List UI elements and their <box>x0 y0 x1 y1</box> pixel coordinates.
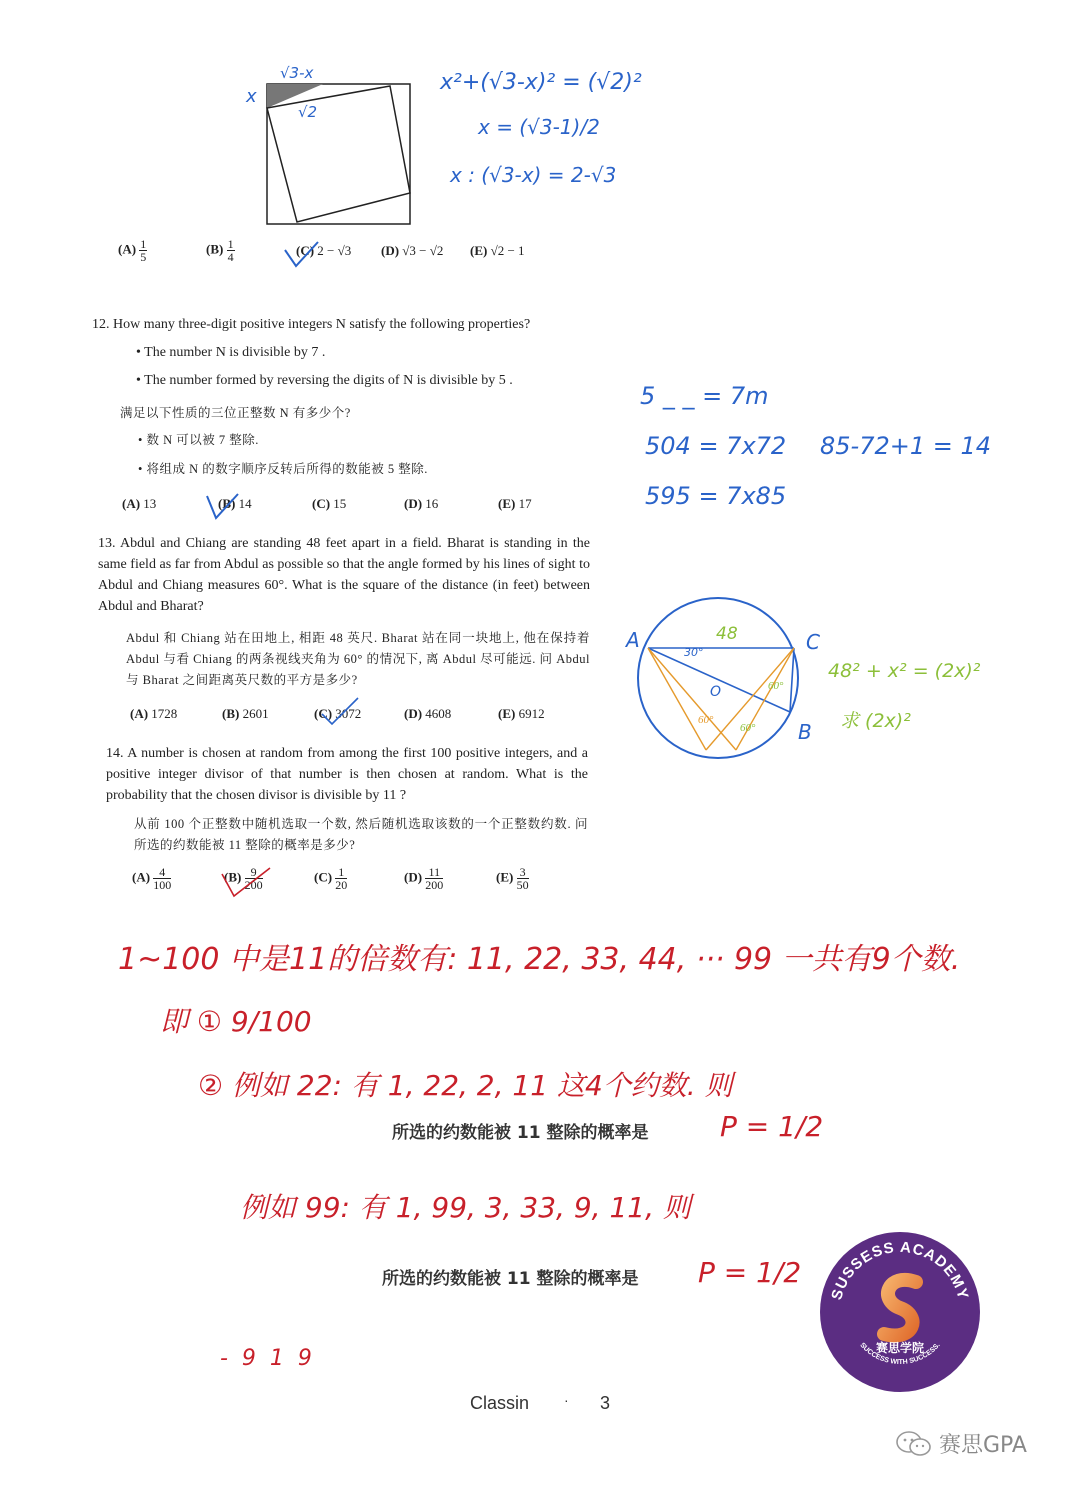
q13-label-48: 48 <box>716 624 738 644</box>
q14-question-zh: 从前 100 个正整数中随机选取一个数, 然后随机选取该数的一个正整数约数. 问所选的约数能被 11 整除的概率是多少? <box>134 817 588 852</box>
q12-bullet-zh-2: • 将组成 N 的数字顺序反转后所得的数能被 5 整除. <box>138 462 428 476</box>
q14-check-mark <box>220 866 272 900</box>
q14-question: 14. A number is chosen at random from among the first 100 positive integers, and a positive integer divisor of that number is then chosen at random. What is the probability that the chosen divisor is divisible by 11 ? <box>106 746 588 803</box>
notes-line-2: 即 ① 9/100 <box>160 1005 312 1038</box>
q13-work-line2: 求 (2x)² <box>840 710 911 732</box>
q12-choice-e[interactable]: (E) 17 <box>498 496 532 511</box>
q11-work-line2: x = (√3-1)/2 <box>478 115 600 139</box>
badge-top-text: SUSSESS ACADEMY <box>828 1238 972 1302</box>
q13-question: 13. Abdul and Chiang are standing 48 feet apart in a field. Bharat is standing in the same field as far from Abdul as possible so that the angle formed by his lines of sight to Abdul and Chiang measures 60°. What is the square of the distance (in feet) between Abdul and Bharat? <box>98 536 590 614</box>
q13-choice-c[interactable]: (C) 3072 <box>314 706 362 721</box>
notes-line-3: ② 例如 22: 有 1, 22, 2, 11 这4个约数. 则 <box>198 1069 733 1102</box>
q13-choice-b[interactable]: (B) 2601 <box>222 706 269 721</box>
q13-label-o: O <box>710 684 722 700</box>
q13-label-c: C <box>806 630 820 654</box>
q11-square-figure <box>240 60 430 230</box>
watermark-text: 赛思GPA <box>939 1433 1027 1458</box>
q12-work-line2: 504 = 7x72 <box>645 432 787 460</box>
badge-bottom-text: SUCCESS WITH SUCCESS. <box>858 1341 942 1367</box>
q12-work-line3: 595 = 7x85 <box>645 482 787 510</box>
notes-hand-line-4: P = 1/2 <box>720 1110 824 1143</box>
q13-choice-e[interactable]: (E) 6912 <box>498 706 545 721</box>
q11-choice-a[interactable]: (A) $\frac{1}{5}$ <box>118 237 147 264</box>
footer-app-name: Classin <box>470 1393 530 1413</box>
q12-work-line4: 85-72+1 = 14 <box>820 432 992 460</box>
q11-label-x: x <box>246 86 257 107</box>
q13-question-zh: Abdul 和 Chiang 站在田地上, 相距 48 英尺. Bharat 站在同一块地上, 他在保持着 Abdul 与看 Chiang 的两条视线夹角为 60° 的情况下, 离 Abdul 尽可能远. 问 Abdul 与 Bharat 之间距离英尺数的平方是多少? <box>126 631 590 687</box>
q14-choice-e[interactable]: (E) $\frac{3}{50}$ <box>496 865 529 892</box>
notes-line-1: 1~100 中是11的倍数有: 11, 22, 33, 44, ··· 99 一共有9个数. <box>118 942 961 977</box>
q13-check-mark <box>318 696 362 726</box>
q11-label-top: √3-x <box>280 64 314 82</box>
q13-label-60-b: 60° <box>740 722 756 734</box>
notes-line-7: - 9 1 9 <box>220 1346 312 1371</box>
q12-choice-d[interactable]: (D) 16 <box>404 496 439 511</box>
notes-printed-line-4: 所选的约数能被 11 整除的概率是 <box>392 1123 649 1143</box>
q13-label-b: B <box>798 720 812 744</box>
q12-bullet-2: • The number formed by reversing the digits of N is divisible by 5 . <box>136 373 513 388</box>
notes-line-5: 例如 99: 有 1, 99, 3, 33, 9, 11, 则 <box>240 1191 691 1224</box>
q13-choice-a[interactable]: (A) 1728 <box>130 706 178 721</box>
notes-hand-line-6: P = 1/2 <box>698 1256 802 1289</box>
q14-choice-b[interactable]: (B) $\frac{9}{200}$ <box>224 865 263 892</box>
q13-label-60-c: 60° <box>768 680 784 692</box>
q11-work-line3: x : (√3-x) = 2-√3 <box>450 163 617 187</box>
q14-choice-c[interactable]: (C) $\frac{1}{20}$ <box>314 865 348 892</box>
wechat-icon <box>895 1430 933 1458</box>
q12-question: 12. How many three-digit positive integers N satisfy the following properties? <box>92 317 531 332</box>
q12-choice-c[interactable]: (C) 15 <box>312 496 347 511</box>
q12-check-mark <box>204 492 244 522</box>
q13-circle-diagram <box>620 590 820 770</box>
notes-printed-line-6: 所选的约数能被 11 整除的概率是 <box>382 1269 639 1289</box>
q14-choice-d[interactable]: (D) $\frac{11}{200}$ <box>404 865 444 892</box>
q11-check-mark <box>282 240 322 270</box>
q11-choice-b[interactable]: (B) $\frac{1}{4}$ <box>206 237 234 264</box>
q12-choice-a[interactable]: (A) 13 <box>122 496 157 511</box>
q11-choice-e[interactable]: (E) √2 − 1 <box>470 243 525 258</box>
q12-question-zh: 满足以下性质的三位正整数 N 有多少个? <box>120 406 351 420</box>
q11-choice-c[interactable]: (C) 2 − √3 <box>296 243 352 258</box>
q12-work-line1: 5 _ _ = 7m <box>640 382 769 410</box>
footer-page-number: 3 <box>600 1393 611 1413</box>
q13-label-30: 30° <box>684 646 704 659</box>
q11-work-line1: x²+(√3-x)² = (√2)² <box>440 70 642 95</box>
academy-badge-logo <box>818 1230 982 1394</box>
q11-choice-d[interactable]: (D) √3 − √2 <box>381 243 444 258</box>
q12-bullet-1: • The number N is divisible by 7 . <box>136 345 326 360</box>
q14-choice-a[interactable]: (A) $\frac{4}{100}$ <box>132 865 172 892</box>
q12-choice-b[interactable]: (B) 14 <box>218 496 252 511</box>
q13-label-a: A <box>626 628 640 652</box>
q13-work-line1: 48² + x² = (2x)² <box>828 660 981 682</box>
q13-label-60-a: 60° <box>698 714 714 726</box>
q13-choice-d[interactable]: (D) 4608 <box>404 706 452 721</box>
badge-zh-text: 赛思学院 <box>875 1341 925 1355</box>
q12-bullet-zh-1: • 数 N 可以被 7 整除. <box>138 433 259 447</box>
footer-dot: · <box>564 1392 569 1408</box>
q11-label-diag: √2 <box>298 103 318 121</box>
wechat-watermark <box>895 1428 1027 1459</box>
